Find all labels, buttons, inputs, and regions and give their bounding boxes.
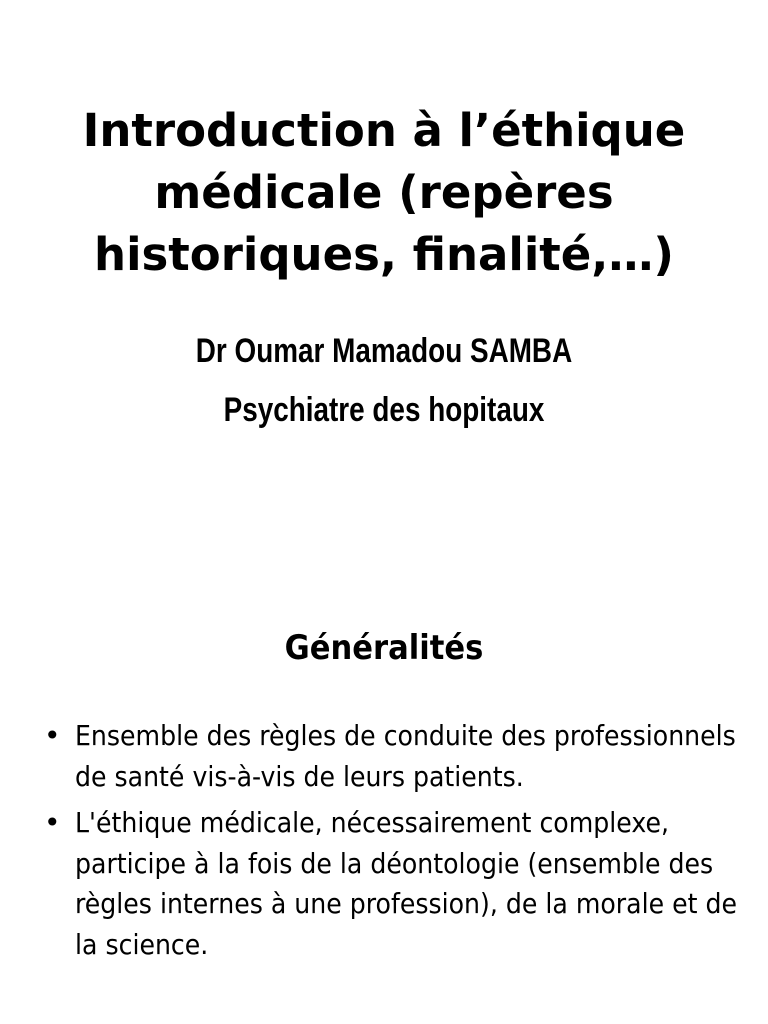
bullet-item (44, 716, 744, 797)
author-name: Dr Oumar Mamadou SAMBA (195, 332, 573, 370)
content-slide (0, 600, 768, 1024)
section-heading: Généralités (284, 628, 484, 668)
author-role: Psychiatre des hopitaux (223, 391, 545, 429)
bullet-item (44, 803, 744, 965)
slide-title: Introduction à l’éthique médicale (repères historiques, finalité,…) (82, 104, 686, 281)
bullet-point-icon: • (44, 806, 61, 839)
bullet-point-icon: • (44, 719, 61, 752)
bullet-text: L'éthique médicale, nécessairement complexe, participe à la fois de la déontologie (ensemble des règles internes à une profession), de la morale et de la science. (75, 806, 737, 961)
slide-subtitle (20, 332, 748, 429)
bullet-text: Ensemble des règles de conduite des professionnels de santé vis-à-vis de leurs patients. (75, 719, 736, 793)
bullet-list (44, 716, 744, 971)
